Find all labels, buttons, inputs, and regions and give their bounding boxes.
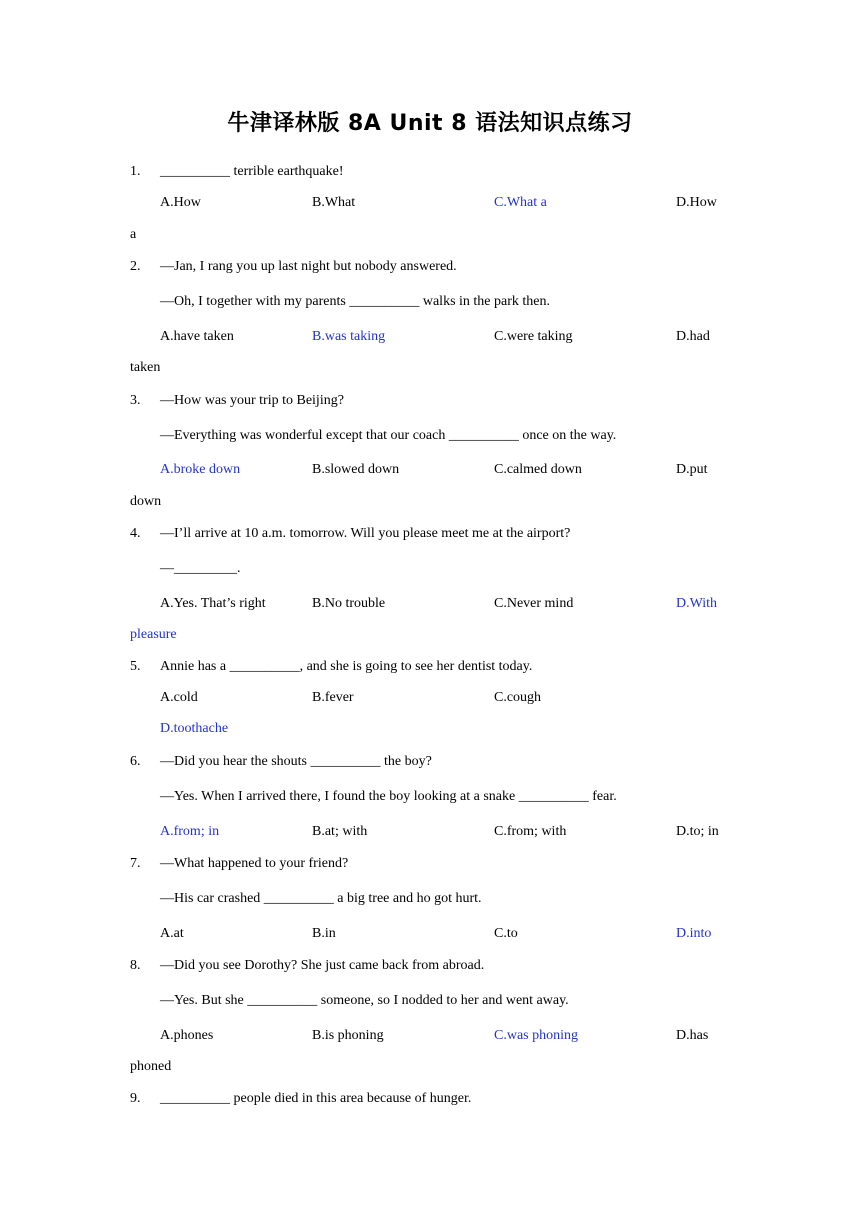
- question-1-number: 1.: [130, 164, 141, 179]
- q4-option-d-answer: D.With: [676, 596, 718, 611]
- question-3-line-1: —How was your trip to Beijing?: [160, 393, 344, 408]
- q3-option-c: C.calmed down: [494, 462, 582, 477]
- question-5-stem: Annie has a __________, and she is going to see her dentist today.: [160, 659, 533, 674]
- q4-option-a: A.Yes. That’s right: [160, 596, 266, 611]
- q1-option-a: A.How: [160, 195, 201, 210]
- question-3-line-2: —Everything was wonderful except that our coach __________ once on the way.: [160, 428, 617, 443]
- q7-option-b: B.in: [312, 926, 336, 941]
- question-6-number: 6.: [130, 754, 141, 769]
- q5-option-c: C.cough: [494, 690, 542, 705]
- q3-option-d: D.put: [676, 462, 708, 477]
- q8-option-b: B.is phoning: [312, 1028, 384, 1043]
- q7-option-c: C.to: [494, 926, 518, 941]
- question-6-line-2: —Yes. When I arrived there, I found the boy looking at a snake __________ fear.: [160, 789, 617, 804]
- question-9-stem: __________ people died in this area because of hunger.: [160, 1091, 472, 1106]
- q2-option-c: C.were taking: [494, 329, 573, 344]
- q5-option-b: B.fever: [312, 690, 354, 705]
- question-5-number: 5.: [130, 659, 141, 674]
- q5-option-d-answer: D.toothache: [160, 721, 229, 736]
- page-title: 牛津译林版 8A Unit 8 语法知识点练习: [227, 111, 633, 136]
- question-8-number: 8.: [130, 958, 141, 973]
- question-7-line-1: —What happened to your friend?: [160, 856, 349, 871]
- q3-option-d-wrap: down: [130, 494, 162, 509]
- question-7-number: 7.: [130, 856, 141, 871]
- question-7-line-2: —His car crashed __________ a big tree and ho got hurt.: [160, 891, 482, 906]
- q3-option-b: B.slowed down: [312, 462, 400, 477]
- q6-option-d: D.to; in: [676, 824, 719, 839]
- q4-option-c: C.Never mind: [494, 596, 574, 611]
- question-4-line-2: —_________.: [160, 561, 241, 576]
- question-8-line-2: —Yes. But she __________ someone, so I nodded to her and went away.: [160, 993, 569, 1008]
- q6-option-c: C.from; with: [494, 824, 567, 839]
- question-2-number: 2.: [130, 259, 141, 274]
- question-1-stem: __________ terrible earthquake!: [160, 164, 344, 179]
- q4-option-b: B.No trouble: [312, 596, 386, 611]
- q8-option-d: D.has: [676, 1028, 709, 1043]
- q2-option-d: D.had: [676, 329, 710, 344]
- q8-option-d-wrap: phoned: [130, 1059, 172, 1074]
- q8-option-a: A.phones: [160, 1028, 214, 1043]
- q1-option-d-wrap: a: [130, 227, 137, 242]
- q1-option-d: D.How: [676, 195, 717, 210]
- question-4-line-1: —I’ll arrive at 10 a.m. tomorrow. Will you please meet me at the airport?: [160, 526, 571, 541]
- question-2-line-1: —Jan, I rang you up last night but nobody answered.: [160, 259, 457, 274]
- question-2-line-2: —Oh, I together with my parents __________ walks in the park then.: [160, 294, 550, 309]
- question-3-number: 3.: [130, 393, 141, 408]
- q5-option-a: A.cold: [160, 690, 198, 705]
- q3-option-a-answer: A.broke down: [160, 462, 241, 477]
- q2-option-d-wrap: taken: [130, 360, 161, 375]
- question-9-number: 9.: [130, 1091, 141, 1106]
- q1-option-c-answer: C.What a: [494, 195, 547, 210]
- question-6-line-1: —Did you hear the shouts __________ the boy?: [160, 754, 432, 769]
- q7-option-d-answer: D.into: [676, 926, 712, 941]
- q8-option-c-answer: C.was phoning: [494, 1028, 578, 1043]
- q2-option-b-answer: B.was taking: [312, 329, 386, 344]
- q6-option-b: B.at; with: [312, 824, 368, 839]
- q2-option-a: A.have taken: [160, 329, 234, 344]
- question-8-line-1: —Did you see Dorothy? She just came back from abroad.: [160, 958, 485, 973]
- q4-option-d-wrap: pleasure: [130, 627, 177, 642]
- question-4-number: 4.: [130, 526, 141, 541]
- q6-option-a-answer: A.from; in: [160, 824, 220, 839]
- q1-option-b: B.What: [312, 195, 356, 210]
- q7-option-a: A.at: [160, 926, 184, 941]
